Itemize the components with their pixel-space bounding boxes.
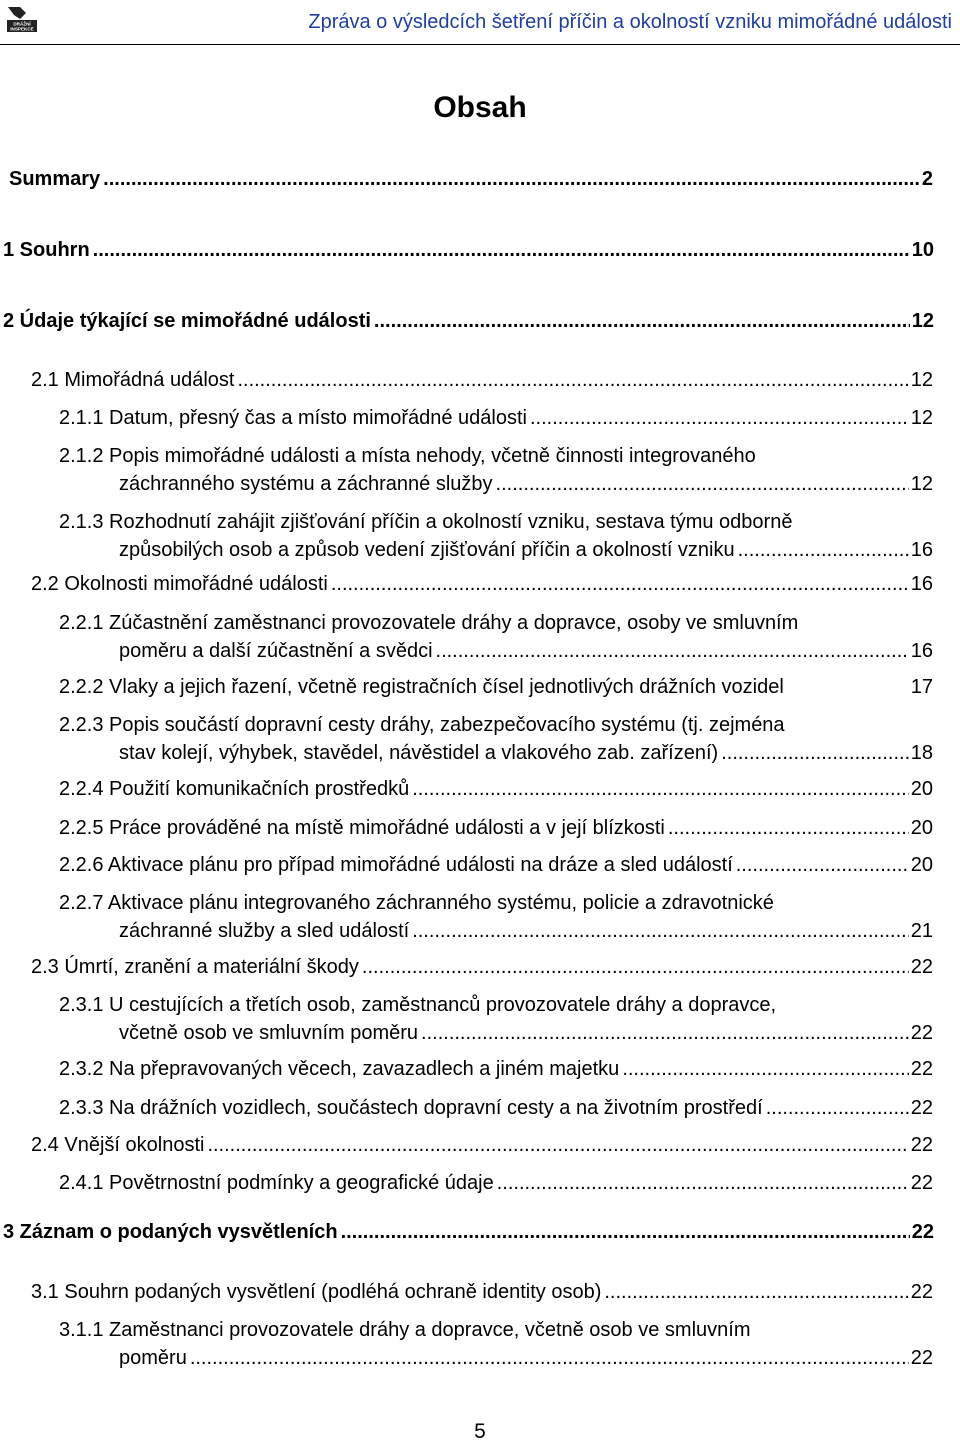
toc-entry-2-2-7[interactable]: [59, 889, 933, 945]
toc-leader: [237, 366, 908, 394]
toc-leader: [497, 1169, 909, 1197]
toc-entry-2-1-1[interactable]: [59, 404, 933, 432]
toc-leader: [530, 404, 909, 432]
toc-entry-2-2-3[interactable]: [59, 711, 933, 767]
toc-entry-label: způsobilých osob a způsob vedení zjišťování příčin a okolností vzniku: [119, 539, 735, 561]
toc-entry-page: 22: [911, 1221, 934, 1243]
toc-entry-label: 2.4.1 Povětrnostní podmínky a geografické údaje: [59, 1172, 494, 1194]
toc-leader: [721, 739, 909, 767]
toc-entry-label-line-1: 2.1.2 Popis mimořádné události a místa nehody, včetně činnosti integrovaného: [59, 445, 756, 467]
toc-entry-page: 12: [910, 473, 933, 495]
toc-leader: [362, 953, 909, 981]
toc-entry-3-1-1[interactable]: [59, 1316, 933, 1372]
toc-entry-label: 3 Záznam o podaných vysvětleních: [3, 1221, 338, 1243]
toc-entry-2-3[interactable]: [31, 953, 933, 981]
toc-leader: [331, 570, 909, 598]
drazni-inspekce-logo: [6, 5, 38, 33]
toc-leader: [341, 1218, 910, 1246]
toc-entry-page: 12: [910, 407, 933, 429]
toc-leader: [103, 165, 920, 193]
toc-leader: [421, 1019, 909, 1047]
toc-entry-page: 22: [910, 1022, 933, 1044]
toc-entry-label: 2.2.6 Aktivace plánu pro případ mimořádné události na dráze a sled událostí: [59, 854, 733, 876]
toc-entry-page: 2: [921, 168, 933, 190]
page-header: [0, 0, 960, 45]
toc-entry-page: 20: [910, 854, 933, 876]
toc-entry-label: 2.2 Okolnosti mimořádné události: [31, 573, 328, 595]
toc-entry-2[interactable]: [3, 307, 934, 335]
toc-entry-2-3-1[interactable]: [59, 991, 933, 1047]
toc-entry-label-line-1: 2.2.7 Aktivace plánu integrovaného záchranného systému, policie a zdravotnické: [59, 892, 774, 914]
toc-entry-2-3-2[interactable]: [59, 1055, 933, 1083]
toc-entry-3-1[interactable]: [31, 1278, 933, 1306]
toc-entry-2-3-3[interactable]: [59, 1094, 933, 1122]
document-title: Zpráva o výsledcích šetření příčin a okolností vzniku mimořádné události: [308, 11, 952, 33]
toc-entry-page: 16: [910, 573, 933, 595]
toc-leader: [736, 851, 909, 879]
toc-entry-page: 20: [910, 817, 933, 839]
toc-entry-label: 1 Souhrn: [3, 239, 90, 261]
toc-entry-label: 2.1.1 Datum, přesný čas a místo mimořádné události: [59, 407, 527, 429]
toc-entry-page: 22: [910, 1347, 933, 1369]
toc-entry-label: 2.3.2 Na přepravovaných věcech, zavazadlech a jiném majetku: [59, 1058, 620, 1080]
toc-entry-summary[interactable]: [9, 165, 933, 193]
toc-entry-2-2-5[interactable]: [59, 814, 933, 842]
toc-entry-2-2-6[interactable]: [59, 851, 933, 879]
toc-leader: [190, 1344, 909, 1372]
toc-entry-label: stav kolejí, výhybek, stavědel, návěstidel a vlakového zab. zařízení): [119, 742, 719, 764]
toc-leader: [622, 1055, 908, 1083]
toc-entry-label: 2.2.2 Vlaky a jejich řazení, včetně registračních čísel jednotlivých drážních vozidel: [59, 676, 784, 698]
toc-entry-2-2-4[interactable]: [59, 775, 933, 803]
toc-entry-page: 22: [910, 1134, 933, 1156]
toc-leader: [738, 536, 909, 564]
toc-leader: [668, 814, 909, 842]
toc-entry-3[interactable]: [3, 1218, 934, 1246]
toc-entry-label: poměru: [119, 1347, 187, 1369]
toc-entry-2-4[interactable]: [31, 1131, 933, 1159]
toc-leader: [436, 637, 909, 665]
toc-leader: [604, 1278, 908, 1306]
toc-entry-label: 2.2.4 Použití komunikačních prostředků: [59, 778, 410, 800]
toc-entry-label: včetně osob ve smluvním poměru: [119, 1022, 419, 1044]
toc-leader: [412, 917, 909, 945]
toc-entry-page: 22: [910, 1097, 933, 1119]
toc-entry-label-line-1: 2.3.1 U cestujících a třetích osob, zaměstnanců provozovatele dráhy a dopravce,: [59, 994, 777, 1016]
toc-entry-2-1[interactable]: [31, 366, 933, 394]
toc-entry-2-4-1[interactable]: [59, 1169, 933, 1197]
toc-leader: [93, 236, 910, 264]
toc-entry-page: 22: [910, 956, 933, 978]
toc-entry-page: 16: [910, 539, 933, 561]
toc-entry-label-line-1: 2.2.1 Zúčastnění zaměstnanci provozovatele dráhy a dopravce, osoby ve smluvním: [59, 612, 799, 634]
toc-entry-page: 12: [910, 369, 933, 391]
toc-entry-2-1-2[interactable]: [59, 442, 933, 498]
toc-entry-page: 12: [911, 310, 934, 332]
toc-entry-label: poměru a další zúčastnění a svědci: [119, 640, 433, 662]
toc-entry-page: 10: [911, 239, 934, 261]
toc-entry-label: 2.1 Mimořádná událost: [31, 369, 235, 391]
toc-entry-page: 16: [910, 640, 933, 662]
toc-entry-label: 3.1 Souhrn podaných vysvětlení (podléhá ochraně identity osob): [31, 1281, 602, 1303]
logo-text-line-1: DRÁŽNÍ: [13, 21, 31, 27]
toc-leader: [496, 470, 909, 498]
toc-entry-2-2[interactable]: [31, 570, 933, 598]
toc-heading: Obsah: [433, 91, 527, 124]
toc-entry-page: 22: [910, 1058, 933, 1080]
toc-entry-label-line-1: 3.1.1 Zaměstnanci provozovatele dráhy a dopravce, včetně osob ve smluvním: [59, 1319, 751, 1341]
toc-leader: [412, 775, 909, 803]
toc-entry-page: 18: [910, 742, 933, 764]
toc-entry-label: 2.3.3 Na drážních vozidlech, součástech dopravní cesty a na životním prostředí: [59, 1097, 763, 1119]
toc-entry-label-line-1: 2.2.3 Popis součástí dopravní cesty dráhy, zabezpečovacího systému (tj. zejména: [59, 714, 785, 736]
toc-leader: [374, 307, 910, 335]
toc-entry-label: 2.3 Úmrtí, zranění a materiální škody: [31, 956, 359, 978]
toc-leader: [766, 1094, 909, 1122]
toc-entry-2-2-2[interactable]: [59, 673, 933, 701]
toc-entry-page: 22: [910, 1172, 933, 1194]
toc-entry-label-line-1: 2.1.3 Rozhodnutí zahájit zjišťování příčin a okolností vzniku, sestava týmu odborně: [59, 511, 793, 533]
toc-entry-2-2-1[interactable]: [59, 609, 933, 665]
page-number: 5: [474, 1420, 486, 1443]
toc-entry-label: záchranné služby a sled událostí: [119, 920, 410, 942]
toc-entry-label: 2 Údaje týkající se mimořádné události: [3, 310, 371, 332]
toc-entry-page: 20: [910, 778, 933, 800]
toc-entry-label: záchranného systému a záchranné služby: [119, 473, 493, 495]
toc-entry-page: 17: [910, 676, 933, 698]
toc-entry-1[interactable]: [3, 236, 934, 264]
toc-entry-label: 2.2.5 Práce prováděné na místě mimořádné události a v její blízkosti: [59, 817, 665, 839]
toc-leader: [207, 1131, 908, 1159]
toc-entry-page: 21: [910, 920, 933, 942]
toc-entry-2-1-3[interactable]: [59, 508, 933, 564]
toc-entry-label: 2.4 Vnější okolnosti: [31, 1134, 205, 1156]
logo-text-line-2: INSPEKCE: [10, 26, 34, 32]
toc-entry-page: 22: [910, 1281, 933, 1303]
toc-entry-label: Summary: [9, 168, 101, 190]
